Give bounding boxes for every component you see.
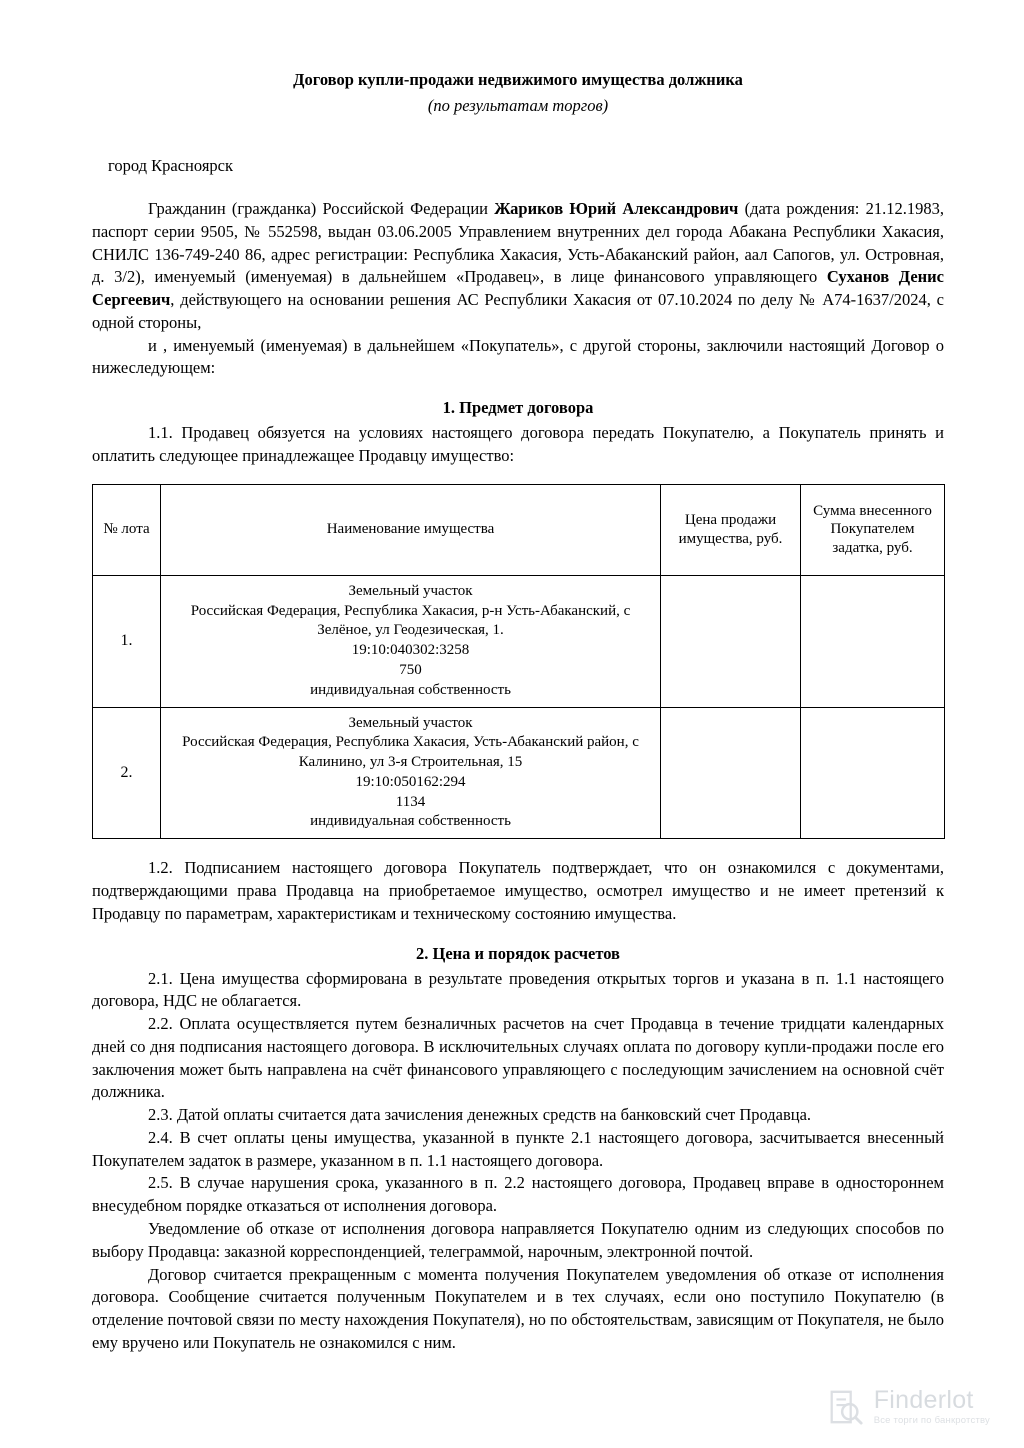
clause-2-4: 2.4. В счет оплаты цены имущества, указанной в пункте 2.1 настоящего договора, засчитывается внесенный Покупателем задаток в размере, указанном в п. 1.1 настоящего договора. <box>92 1127 944 1170</box>
property-line: индивидуальная собственность <box>310 681 511 698</box>
section-2-heading: 2. Цена и порядок расчетов <box>416 943 620 963</box>
watermark <box>826 1388 990 1426</box>
column-header-property-name: Наименование имущества <box>161 484 661 575</box>
clause-2-5: 2.5. В случае нарушения срока, указанного в п. 2.2 настоящего договора, Продавец вправе в одностороннем внесудебном порядке отказаться от исполнения договора. <box>92 1173 944 1216</box>
table-row <box>93 707 945 839</box>
clause-2-3: 2.3. Датой оплаты считается дата зачисления денежных средств на банковский счет Продавца. <box>148 1105 812 1125</box>
property-table <box>92 484 945 840</box>
deposit-value <box>801 707 945 839</box>
city-line: город Красноярск <box>108 156 233 176</box>
lot-number: 2. <box>93 707 161 839</box>
page-subtitle: (по результатам торгов) <box>427 95 609 115</box>
property-line: 1134 <box>395 793 426 810</box>
seller-name: Жариков Юрий Александрович <box>494 199 739 219</box>
clause-1-1: 1.1. Продавец обязуется на условиях настоящего договора передать Покупателю, а Покупатель принять и оплатить следующее принадлежащее Продавцу имущество: <box>92 423 944 465</box>
property-line: индивидуальная собственность <box>310 813 511 830</box>
column-header-deposit: Сумма внесенного Покупателем задатка, руб. <box>801 484 945 575</box>
intro-text-part2: (дата рождения: 21.12.1983, паспорт серии 9505, № 552598, выдан 03.06.2005 Управлением внутренних дел города Абакана Республики Хакасия, СНИЛС 136-749-240 86, адрес регистрации: Республика Хакасия, Усть-Абаканский район, аал Сапогов, ул. Островная, д. 3/2), именуемый (именуемая) в дальнейшем «Продавец», в лице финансового управляющего <box>92 199 944 287</box>
page-title: Договор купли-продажи недвижимого имущества должника <box>293 70 743 89</box>
property-line: Российская Федерация, Республика Хакасия, Усть-Абаканский район, с Калинино, ул 3-я Строительная, 15 <box>182 734 639 771</box>
deposit-value <box>801 575 945 707</box>
property-line: Земельный участок <box>348 714 473 731</box>
property-line: 750 <box>399 661 422 678</box>
intro-paragraph-1 <box>92 198 944 335</box>
property-description <box>161 575 661 707</box>
watermark-brand: Finderlot <box>873 1386 974 1414</box>
section-1-heading: 1. Предмет договора <box>442 398 594 418</box>
intro-text-part3: , действующего на основании решения АС Республики Хакасия от 07.10.2024 по делу № А74-1637/2024, с одной стороны, <box>92 290 944 332</box>
column-header-sale-price: Цена продажи имущества, руб. <box>661 484 801 575</box>
property-line: Российская Федерация, Республика Хакасия, р-н Усть-Абаканский, с Зелёное, ул Геодезическая, 1. <box>190 602 631 639</box>
property-line: 19:10:050162:294 <box>355 773 466 790</box>
table-row <box>93 575 945 707</box>
sale-price-value <box>661 575 801 707</box>
table-header-row <box>93 484 945 575</box>
column-header-lot-number: № лота <box>93 484 161 575</box>
financial-manager-name: Суханов Денис Сергеевич <box>92 267 944 310</box>
clause-2-1: 2.1. Цена имущества сформирована в результате проведения открытых торгов и указана в п. 1.1 настоящего договора, НДС не облагается. <box>92 968 944 1011</box>
property-line: 19:10:040302:3258 <box>351 642 470 659</box>
clause-1-2: 1.2. Подписанием настоящего договора Покупатель подтверждает, что он ознакомился с документами, подтверждающими права Продавца на приобретаемое имущество, осмотрел имущество и не имеет претензий к Продавцу по параметрам, характеристикам и техническому состоянию имущества. <box>92 858 944 923</box>
property-line: Земельный участок <box>348 582 473 599</box>
finderlot-logo-icon <box>826 1388 864 1426</box>
property-description <box>161 707 661 839</box>
intro-paragraph-2: и , именуемый (именуемая) в дальнейшем «Покупатель», с другой стороны, заключили настоящий Договор о нижеследующем: <box>92 335 944 378</box>
watermark-tagline: Все торги по банкротству <box>873 1415 990 1426</box>
lot-number: 1. <box>93 575 161 707</box>
watermark-text <box>874 1388 990 1426</box>
termination-paragraph: Договор считается прекращенным с момента получения Покупателем уведомления об отказе от исполнения договора. Сообщение считается полученным Покупателем и в тех случаях, если оно поступило Покупателю (в отделение почтовой связи по месту нахождения Покупателя), но по обстоятельствам, зависящим от Покупателя, не было ему вручено или Покупатель не ознакомился с ним. <box>92 1264 944 1352</box>
sale-price-value <box>661 707 801 839</box>
notice-paragraph: Уведомление об отказе от исполнения договора направляется Покупателю одним из следующих способов по выбору Продавца: заказной корреспонденцией, телеграммой, нарочным, электронной почтой. <box>92 1219 944 1261</box>
document-body <box>92 70 944 1355</box>
clause-2-2: 2.2. Оплата осуществляется путем безналичных расчетов на счет Продавца в течение тридцати календарных дней со дня подписания настоящего договора. В исключительных случаях оплата по договору купли-продажи после его заключения может быть направлена на счёт финансового управляющего с последующим зачислением на основной счёт должника. <box>92 1014 944 1102</box>
intro-text-part1: Гражданин (гражданка) Российской Федерации <box>148 199 495 219</box>
